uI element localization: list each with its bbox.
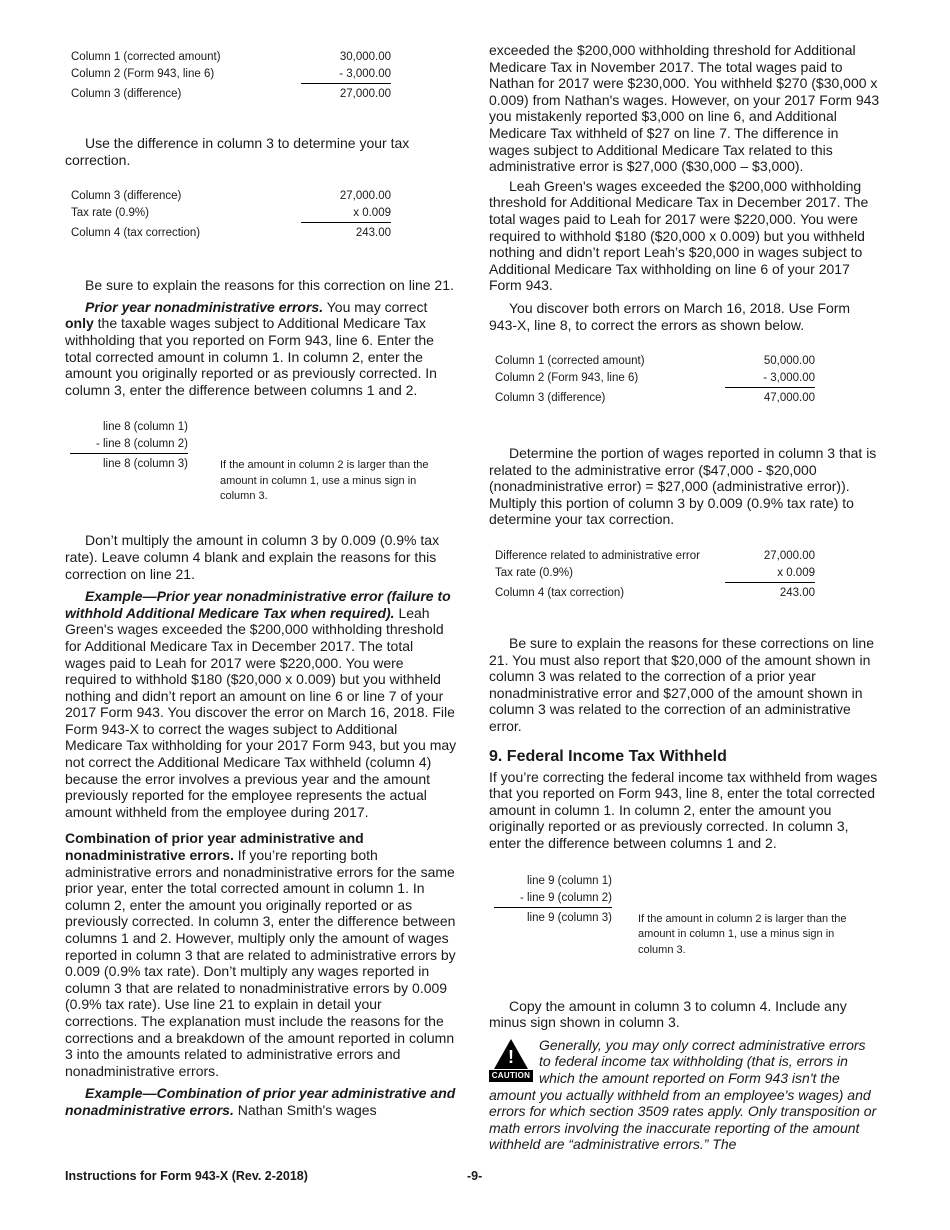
line-instructions (65, 419, 457, 519)
paragraph-example-1 (65, 588, 457, 820)
caution-block (489, 1037, 881, 1153)
calc-label: Column 1 (corrected amount) (495, 355, 645, 368)
exclamation-mark: ! (508, 1046, 514, 1067)
paragraph-combination (65, 830, 457, 1079)
section-heading: 9. Federal Income Tax Withheld (489, 747, 727, 765)
paragraph: You discover both errors on March 16, 2018. Use Form 943-X, line 8, to correct the errors as shown below. (489, 299, 851, 333)
calc-label: Column 4 (tax correction) (71, 227, 201, 240)
calc-label: Column 4 (tax correction) (495, 587, 625, 600)
line-label: line 8 (column 3) (102, 458, 188, 471)
calc-table-col3-right (495, 353, 815, 407)
paragraph: Leah Green's wages exceeded the $200,000 withholding threshold for Additional Medicare Tax in December 2017. The total wages paid to Leah for 2017 were $220,000. You were required to withhold $180 ($20,000 x 0.009) but you withheld nothing and didn’t report Leah’s $20,000 in wages subject to Additional Medicare Tax withholding on line 6 of your 2017 Form 943. (489, 177, 869, 294)
line-label: line 9 (column 3) (526, 911, 612, 924)
calc-row (495, 390, 815, 407)
text-run: If you’re reporting both administrative errors and nonadministrative errors for the same prior year, enter the total corrected amount in column 1. In column 2, enter the amount you originally reported or as previously corrected. In column 3, enter the difference between columns 1 and 2. However, multiply only the amount of wages reported in column 3 that are related to administrative errors by 0.009 (0.9% tax rate). Don’t multiply any wages reported in column 3 that are related to nonadministrative errors by 0.009 (0.9% tax rate). Use line 21 to explain in detail your corrections. The explanation must include the reasons for the corrections and a breakdown of the amount reported in column 3 into the amounts related to administrative errors and nonadministrative errors. (65, 847, 456, 1079)
right-column (489, 40, 881, 1153)
calc-value: - 3,000.00 (301, 66, 391, 84)
paragraph: Be sure to explain the reasons for this correction on line 21. (85, 277, 454, 294)
text-run: the taxable wages subject to Additional Medicare Tax withholding that you reported on Form 943, line 6. Enter the total corrected amount in column 1. In column 2, enter the amount you originally reported or as previously corrected. In column 3, enter the difference between columns 1 and 2. (65, 315, 437, 398)
line-label: - line 8 (column 2) (70, 436, 188, 454)
paragraph: Be sure to explain the reasons for these corrections on line 21. You must also report that $20,000 of the amount shown in column 3 was related to the correction of a prior year nonadministrative error and $27,000 of the amount shown in column 3 was related to the correction of an administrative error. (489, 635, 874, 735)
calc-row (495, 585, 815, 602)
calc-row (71, 188, 391, 205)
text-run: You may correct (326, 298, 428, 315)
text-run: Nathan Smith's wages (237, 1101, 377, 1118)
line-label: - line 9 (column 2) (494, 890, 612, 908)
calc-value: 50,000.00 (763, 355, 815, 368)
paragraph-prior-year-nonadmin (65, 299, 457, 399)
paragraph: Don’t multiply the amount in column 3 by 0.009 (0.9% tax rate). Leave column 4 blank and explain the reasons for this correction on line 21. (65, 532, 440, 582)
page-number: -9- (467, 1169, 483, 1183)
paragraph-example-2 (65, 1085, 457, 1118)
paragraph: If you’re correcting the federal income tax withheld from wages that you reported on Form 943, line 8, enter the total corrected amount in column 1. In column 2, enter the amount you originally reported or as previously corrected. In column 3, enter the difference between columns 1 and 2. (489, 768, 878, 851)
line-label: line 8 (column 1) (102, 421, 188, 434)
calc-value: 243.00 (779, 587, 815, 600)
run-in-heading: Example—Prior year nonadministrative error (failure to withhold Additional Medicare Tax when required). (65, 588, 451, 621)
calc-label: Column 3 (difference) (495, 392, 606, 405)
calc-value: 27,000.00 (763, 550, 815, 563)
run-in-heading: Prior year nonadministrative errors. (85, 298, 324, 315)
calc-label: Column 3 (difference) (71, 88, 182, 100)
calc-row (495, 565, 815, 582)
page-footer (65, 1169, 885, 1183)
left-column (65, 40, 457, 1119)
calc-value: 27,000.00 (339, 190, 391, 203)
calc-row (71, 49, 391, 66)
calc-value: x 0.009 (301, 205, 391, 223)
line-label: line 9 (column 1) (526, 874, 612, 887)
calc-value: 30,000.00 (339, 51, 391, 63)
calc-row (495, 548, 815, 565)
calc-label: Column 1 (corrected amount) (71, 51, 221, 63)
calc-row (71, 225, 391, 242)
caution-text: Generally, you may only correct administrative errors to federal income tax withholding (that is, errors in which the amount reported on Form 943 isn't the amount you actually withheld from an employee's wages) and errors for which section 3509 rates apply. Only transposition or math errors involving the inaccurate reporting of the amount withheld are “administrative errors.” The (489, 1036, 877, 1153)
calc-value: - 3,000.00 (725, 370, 815, 388)
calc-table-col3 (71, 49, 391, 103)
calc-value: 27,000.00 (339, 88, 391, 100)
calc-label: Tax rate (0.9%) (71, 207, 149, 220)
calc-row (71, 86, 391, 103)
line-note: If the amount in column 2 is larger than the amount in column 1, use a minus sign in column 3. (638, 912, 847, 956)
calc-label: Column 2 (Form 943, line 6) (495, 372, 639, 385)
run-in-heading: Example—Combination of prior year administrative and nonadministrative errors. (65, 1085, 456, 1118)
text-run: Leah Green's wages exceeded the $200,000 withholding threshold for Additional Medicare Tax in December 2017. The total wages paid to Leah for 2017 were $220,000. You were required to withhold $180 ($20,000 x 0.009) but you withheld nothing and didn’t report an amount on line 6 or line 7 of your 2017 Form 943. You discover the error on March 16, 2018. File Form 943-X to correct the wages subject to Additional Medicare Tax withholding for your 2017 Form 943, but you may not correct the Additional Medicare Tax withheld (column 4) because the error involves a previous year and the amount previously reported for the employee represents the actual amount withheld from the employee during 2017. (65, 604, 457, 820)
calc-value: 243.00 (355, 227, 391, 240)
emphasis: only (65, 315, 94, 332)
line-note: If the amount in column 2 is larger than the amount in column 1, use a minus sign in column 3. (220, 459, 429, 503)
calc-value: 47,000.00 (763, 392, 815, 405)
paragraph: exceeded the $200,000 withholding threshold for Additional Medicare Tax in November 2017. The total wages paid to Nathan for 2017 were $230,000. You withheld $270 ($30,000 x 0.009) from Nathan's wages. However, on your 2017 Form 943 you mistakenly reported $3,000 on line 6, and Additional Medicare Tax withheld of $27 on line 7. The difference in wages subject to Additional Medicare Tax related to this administrative error is $27,000 ($30,000 – $3,000). (489, 42, 880, 175)
line-instructions (489, 873, 881, 973)
calc-label: Difference related to administrative error (495, 550, 700, 563)
caution-icon (489, 1039, 533, 1085)
calc-row (71, 205, 391, 222)
calc-label: Column 3 (difference) (71, 190, 182, 203)
run-in-heading: Combination of prior year administrative and nonadministrative errors. (65, 830, 364, 864)
footer-title: Instructions for Form 943-X (Rev. 2-2018) (65, 1169, 308, 1183)
calc-label: Column 2 (Form 943, line 6) (71, 68, 215, 80)
paragraph: Use the difference in column 3 to determine your tax correction. (65, 135, 410, 168)
calc-row (495, 353, 815, 370)
calc-value: x 0.009 (725, 565, 815, 583)
calc-label: Tax rate (0.9%) (495, 567, 573, 580)
caution-label: CAUTION (489, 1070, 533, 1082)
calc-row (495, 370, 815, 387)
paragraph: Copy the amount in column 3 to column 4. Include any minus sign shown in column 3. (489, 997, 847, 1031)
paragraph: Determine the portion of wages reported in column 3 that is related to the administrative error ($47,000 - $20,000 (nonadministrative error) = $27,000 (administrative error)). Multiply this portion of column 3 by 0.009 (0.9% tax rate) to determine your tax correction. (489, 445, 877, 528)
calc-row (71, 66, 391, 83)
calc-table-tax (71, 188, 391, 242)
calc-table-tax-right (495, 548, 815, 602)
